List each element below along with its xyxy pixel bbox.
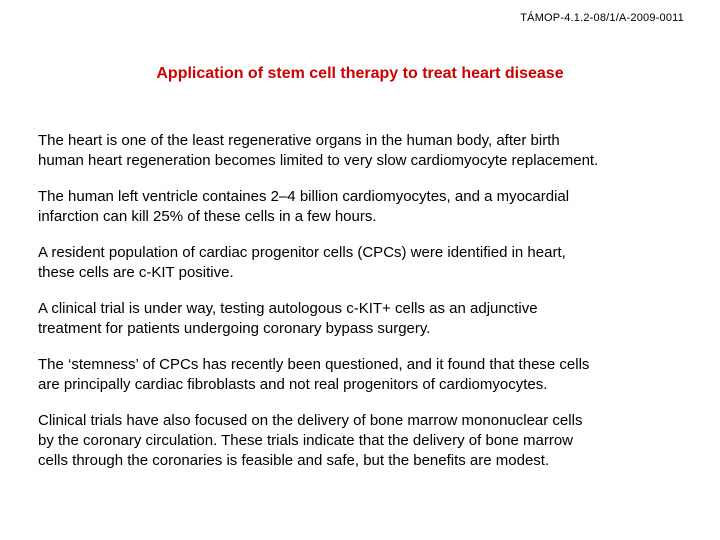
paragraph-line: Clinical trials have also focused on the delivery of bone marrow mononuclear cells — [38, 412, 583, 429]
paragraph-line: human heart regeneration becomes limited to very slow cardiomyocyte replacement. — [38, 152, 599, 169]
paragraph-line: cells through the coronaries is feasible and safe, but the benefits are modest. — [38, 452, 550, 469]
paragraph-regeneration — [38, 131, 708, 171]
slide-body — [38, 131, 708, 487]
paragraph-line: The human left ventricle containes 2–4 billion cardiomyocytes, and a myocardial — [38, 188, 570, 205]
paragraph-line: A resident population of cardiac progenitor cells (CPCs) were identified in heart, — [38, 244, 566, 261]
paragraph-clinical-trial — [38, 299, 708, 339]
paragraph-line: by the coronary circulation. These trials indicate that the delivery of bone marrow — [38, 432, 573, 449]
paragraph-line: The ‘stemness’ of CPCs has recently been questioned, and it found that these cells — [38, 356, 590, 373]
paragraph-line: The heart is one of the least regenerative organs in the human body, after birth — [38, 132, 560, 149]
paragraph-ventricle — [38, 187, 708, 227]
paragraph-line: infarction can kill 25% of these cells in a few hours. — [38, 208, 377, 225]
paragraph-stemness — [38, 355, 708, 395]
paragraph-line: these cells are c-KIT positive. — [38, 264, 234, 281]
project-code: TÁMOP-4.1.2-08/1/A-2009-0011 — [520, 12, 684, 24]
slide-title: Application of stem cell therapy to treat heart disease — [156, 65, 564, 82]
paragraph-line: A clinical trial is under way, testing autologous c-KIT+ cells as an adjunctive — [38, 300, 538, 317]
paragraph-bone-marrow — [38, 411, 708, 471]
paragraph-line: are principally cardiac fibroblasts and not real progenitors of cardiomyocytes. — [38, 376, 548, 393]
paragraph-cpcs — [38, 243, 708, 283]
paragraph-line: treatment for patients undergoing coronary bypass surgery. — [38, 320, 431, 337]
